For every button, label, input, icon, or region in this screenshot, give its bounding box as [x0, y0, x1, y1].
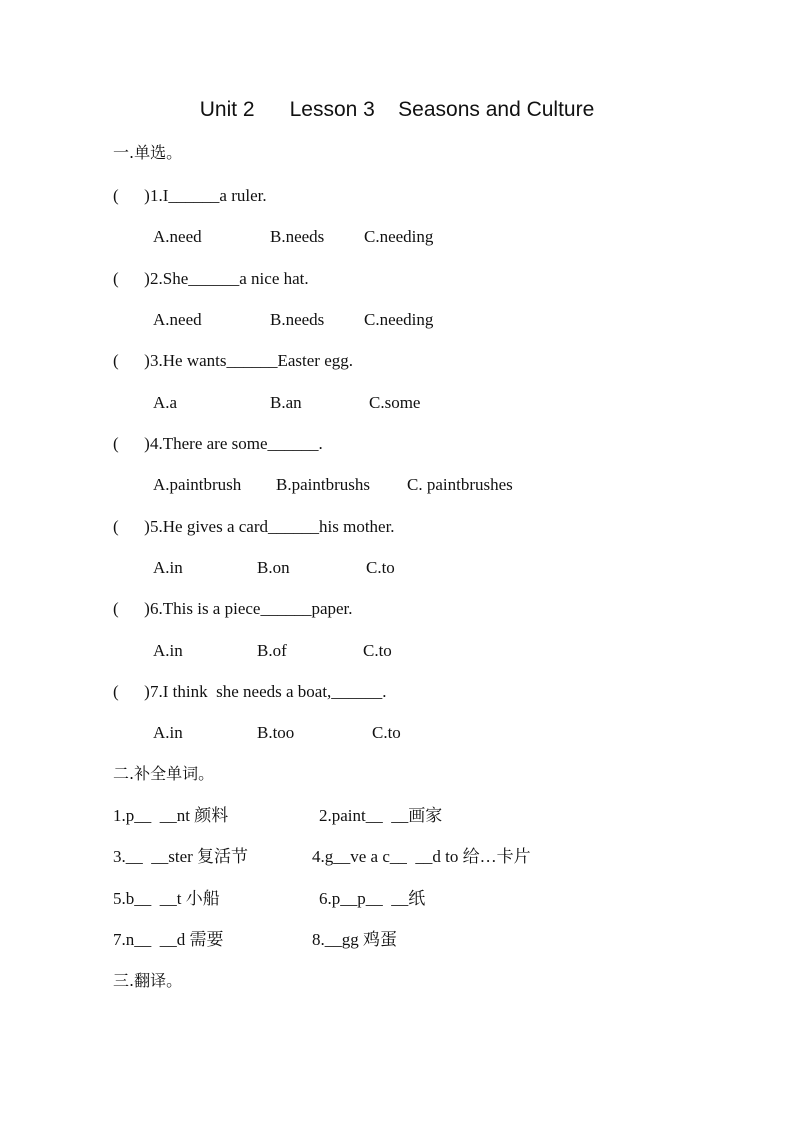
- answer-blank[interactable]: ( ): [113, 351, 150, 370]
- option-b[interactable]: B.of: [257, 641, 287, 660]
- option-b[interactable]: B.on: [257, 558, 290, 577]
- section-3-heading: 三.翻译。: [113, 971, 183, 990]
- question-stem: 6.This is a piece______paper.: [150, 599, 353, 618]
- page-title: Unit 2 Lesson 3 Seasons and Culture: [199, 98, 595, 121]
- section-1-heading: 一.单选。: [113, 143, 183, 162]
- word-item-8: 8.__gg 鸡蛋: [312, 930, 397, 949]
- word-item-2: 2.paint__ __画家: [319, 806, 443, 825]
- option-b[interactable]: B.needs: [270, 310, 325, 329]
- option-c[interactable]: C.to: [366, 558, 395, 577]
- answer-blank[interactable]: ( ): [113, 517, 150, 536]
- word-item-1: 1.p__ __nt 颜料: [113, 806, 229, 825]
- option-b[interactable]: B.needs: [270, 227, 325, 246]
- option-a[interactable]: A.a: [153, 393, 178, 412]
- option-c[interactable]: C. paintbrushes: [407, 475, 513, 494]
- answer-blank[interactable]: ( ): [113, 434, 150, 453]
- option-b[interactable]: B.an: [270, 393, 302, 412]
- answer-blank[interactable]: ( ): [113, 186, 150, 205]
- option-a[interactable]: A.in: [153, 723, 183, 742]
- option-c[interactable]: C.to: [363, 641, 392, 660]
- option-c[interactable]: C.needing: [364, 310, 434, 329]
- question-stem: 4.There are some______.: [150, 434, 323, 453]
- option-c[interactable]: C.needing: [364, 227, 434, 246]
- answer-blank[interactable]: ( ): [113, 599, 150, 618]
- word-item-5: 5.b__ __t 小船: [113, 889, 220, 908]
- option-a[interactable]: A.need: [153, 310, 202, 329]
- question-stem: 1.I______a ruler.: [150, 186, 267, 205]
- option-c[interactable]: C.some: [369, 393, 421, 412]
- question-stem: 2.She______a nice hat.: [150, 269, 309, 288]
- word-item-4: 4.g__ve a c__ __d to 给…卡片: [312, 847, 531, 866]
- word-item-7: 7.n__ __d 需要: [113, 930, 224, 949]
- word-item-3: 3.__ __ster 复活节: [113, 847, 249, 866]
- answer-blank[interactable]: ( ): [113, 269, 150, 288]
- option-a[interactable]: A.in: [153, 641, 183, 660]
- question-stem: 7.I think she needs a boat,______.: [150, 682, 387, 701]
- answer-blank[interactable]: ( ): [113, 682, 150, 701]
- option-b[interactable]: B.paintbrushs: [276, 475, 370, 494]
- option-a[interactable]: A.in: [153, 558, 183, 577]
- question-stem: 5.He gives a card______his mother.: [150, 517, 395, 536]
- option-b[interactable]: B.too: [257, 723, 295, 742]
- section-2-heading: 二.补全单词。: [113, 764, 215, 783]
- question-stem: 3.He wants______Easter egg.: [150, 351, 354, 370]
- option-c[interactable]: C.to: [372, 723, 401, 742]
- option-a[interactable]: A.paintbrush: [153, 475, 242, 494]
- option-a[interactable]: A.need: [153, 227, 202, 246]
- word-item-6: 6.p__p__ __纸: [319, 889, 426, 908]
